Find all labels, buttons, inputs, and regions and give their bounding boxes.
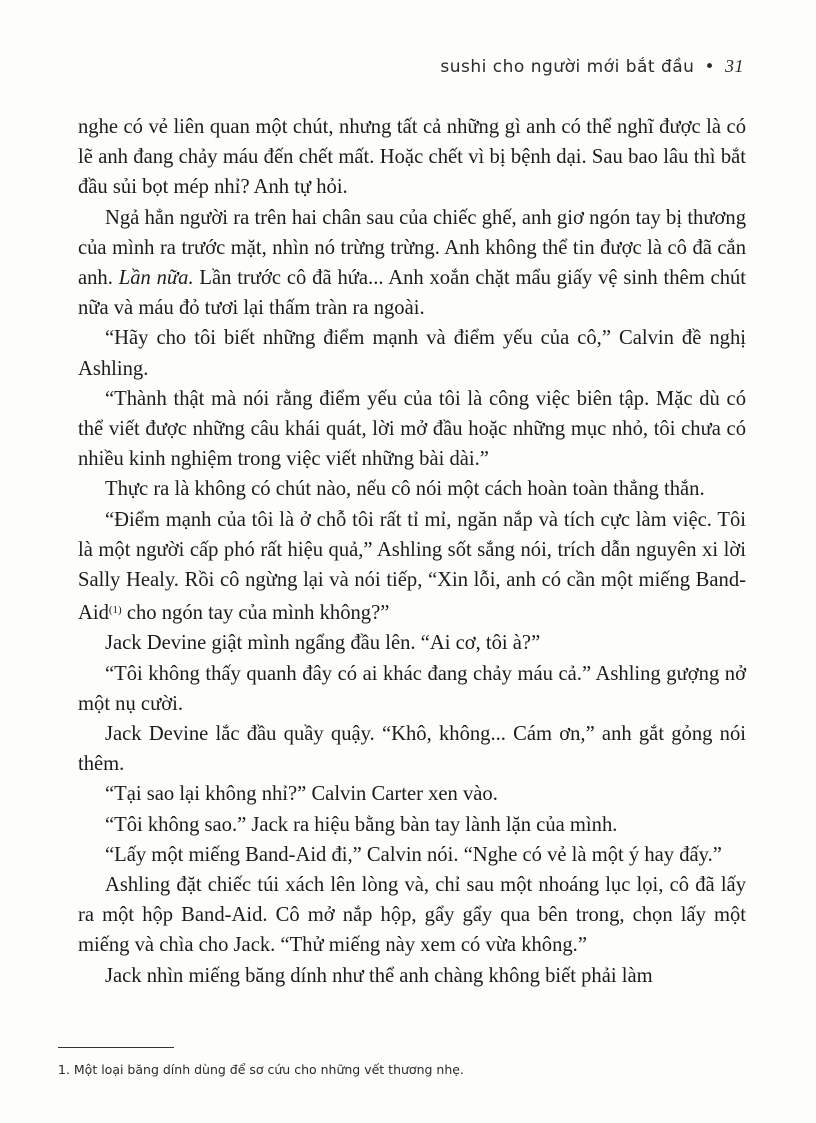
emphasis-text: Lần nữa.	[118, 267, 194, 290]
body-text	[78, 112, 746, 991]
paragraph: Ashling đặt chiếc túi xách lên lòng và, chỉ sau một nhoáng lục lọi, cô đã lấy ra một hộp Band-Aid. Cô mở nắp hộp, gẩy gẩy qua bên trong, chọn lấy một miếng và chìa cho Jack. “Thử miếng này xem có vừa không.”	[78, 874, 746, 957]
paragraph-text: cho ngón tay của mình không?”	[121, 602, 390, 625]
running-header	[440, 56, 744, 77]
paragraph-text: “Điểm mạnh của tôi là ở chỗ tôi rất tỉ mỉ, ngăn nắp và tích cực làm việc. Tôi là một người cấp phó rất hiệu quả,” Ashling sốt sắng nói, trích dẫn nguyên xi lời Sally Healy. Rồi cô ngừng lại và nói tiếp, “Xin lỗi, anh có cần một miếng Band-Aid	[78, 508, 746, 625]
paragraph: “Tôi không thấy quanh đây có ai khác đang chảy máu cả.” Ashling gượng nở một nụ cười.	[78, 662, 746, 715]
footnote-marker: (1)	[108, 604, 122, 617]
paragraph: Jack Devine lắc đầu quầy quậy. “Khô, không... Cám ơn,” anh gắt gỏng nói thêm.	[78, 723, 746, 776]
paragraph	[78, 203, 746, 324]
paragraph-text: Lần trước cô đã hứa... Anh xoắn chặt mẩu giấy vệ sinh thêm chút nữa và máu đỏ tươi lại thấm tràn ra ngoài.	[78, 267, 747, 320]
paragraph: Jack nhìn miếng băng dính như thể anh chàng không biết phải làm	[105, 964, 653, 987]
paragraph	[78, 505, 746, 629]
paragraph: “Tôi không sao.” Jack ra hiệu bằng bàn tay lành lặn của mình.	[105, 813, 618, 836]
paragraph: “Thành thật mà nói rằng điểm yếu của tôi là công việc biên tập. Mặc dù có thể viết được những câu khái quát, lời mở đầu hoặc những mục nhỏ, tôi chưa có nhiều kinh nghiệm trong việc viết những bài dài.”	[78, 387, 746, 471]
footnote-divider	[58, 1047, 174, 1048]
footnote: 1. Một loại băng dính dùng để sơ cứu cho những vết thương nhẹ.	[58, 1062, 464, 1077]
header-separator: •	[704, 57, 715, 77]
paragraph: Jack Devine giật mình ngẩng đầu lên. “Ai cơ, tôi à?”	[105, 632, 541, 655]
book-title: sushi cho người mới bắt đầu	[440, 57, 695, 77]
paragraph: “Lấy một miếng Band-Aid đi,” Calvin nói. “Nghe có vẻ là một ý hay đấy.”	[105, 843, 722, 866]
paragraph: “Hãy cho tôi biết những điểm mạnh và điểm yếu của cô,” Calvin đề nghị Ashling.	[78, 327, 746, 380]
paragraph: “Tại sao lại không nhỉ?” Calvin Carter xen vào.	[105, 783, 498, 806]
paragraph: nghe có vẻ liên quan một chút, nhưng tất cả những gì anh có thể nghĩ được là có lẽ anh đang chảy máu đến chết mất. Hoặc chết vì bị bệnh dại. Sau bao lâu thì bắt đầu sủi bọt mép nhỉ? Anh tự hỏi.	[78, 116, 746, 199]
paragraph-text: Ngả hẳn người ra trên hai chân sau của chiếc ghế, anh giơ ngón tay bị thương của mình ra trước mặt, nhìn nó trừng trừng. Anh không thể tin được là cô đã cắn anh.	[78, 206, 746, 290]
paragraph: Thực ra là không có chút nào, nếu cô nói một cách hoàn toàn thẳng thắn.	[105, 478, 705, 501]
page-number: 31	[725, 56, 744, 76]
